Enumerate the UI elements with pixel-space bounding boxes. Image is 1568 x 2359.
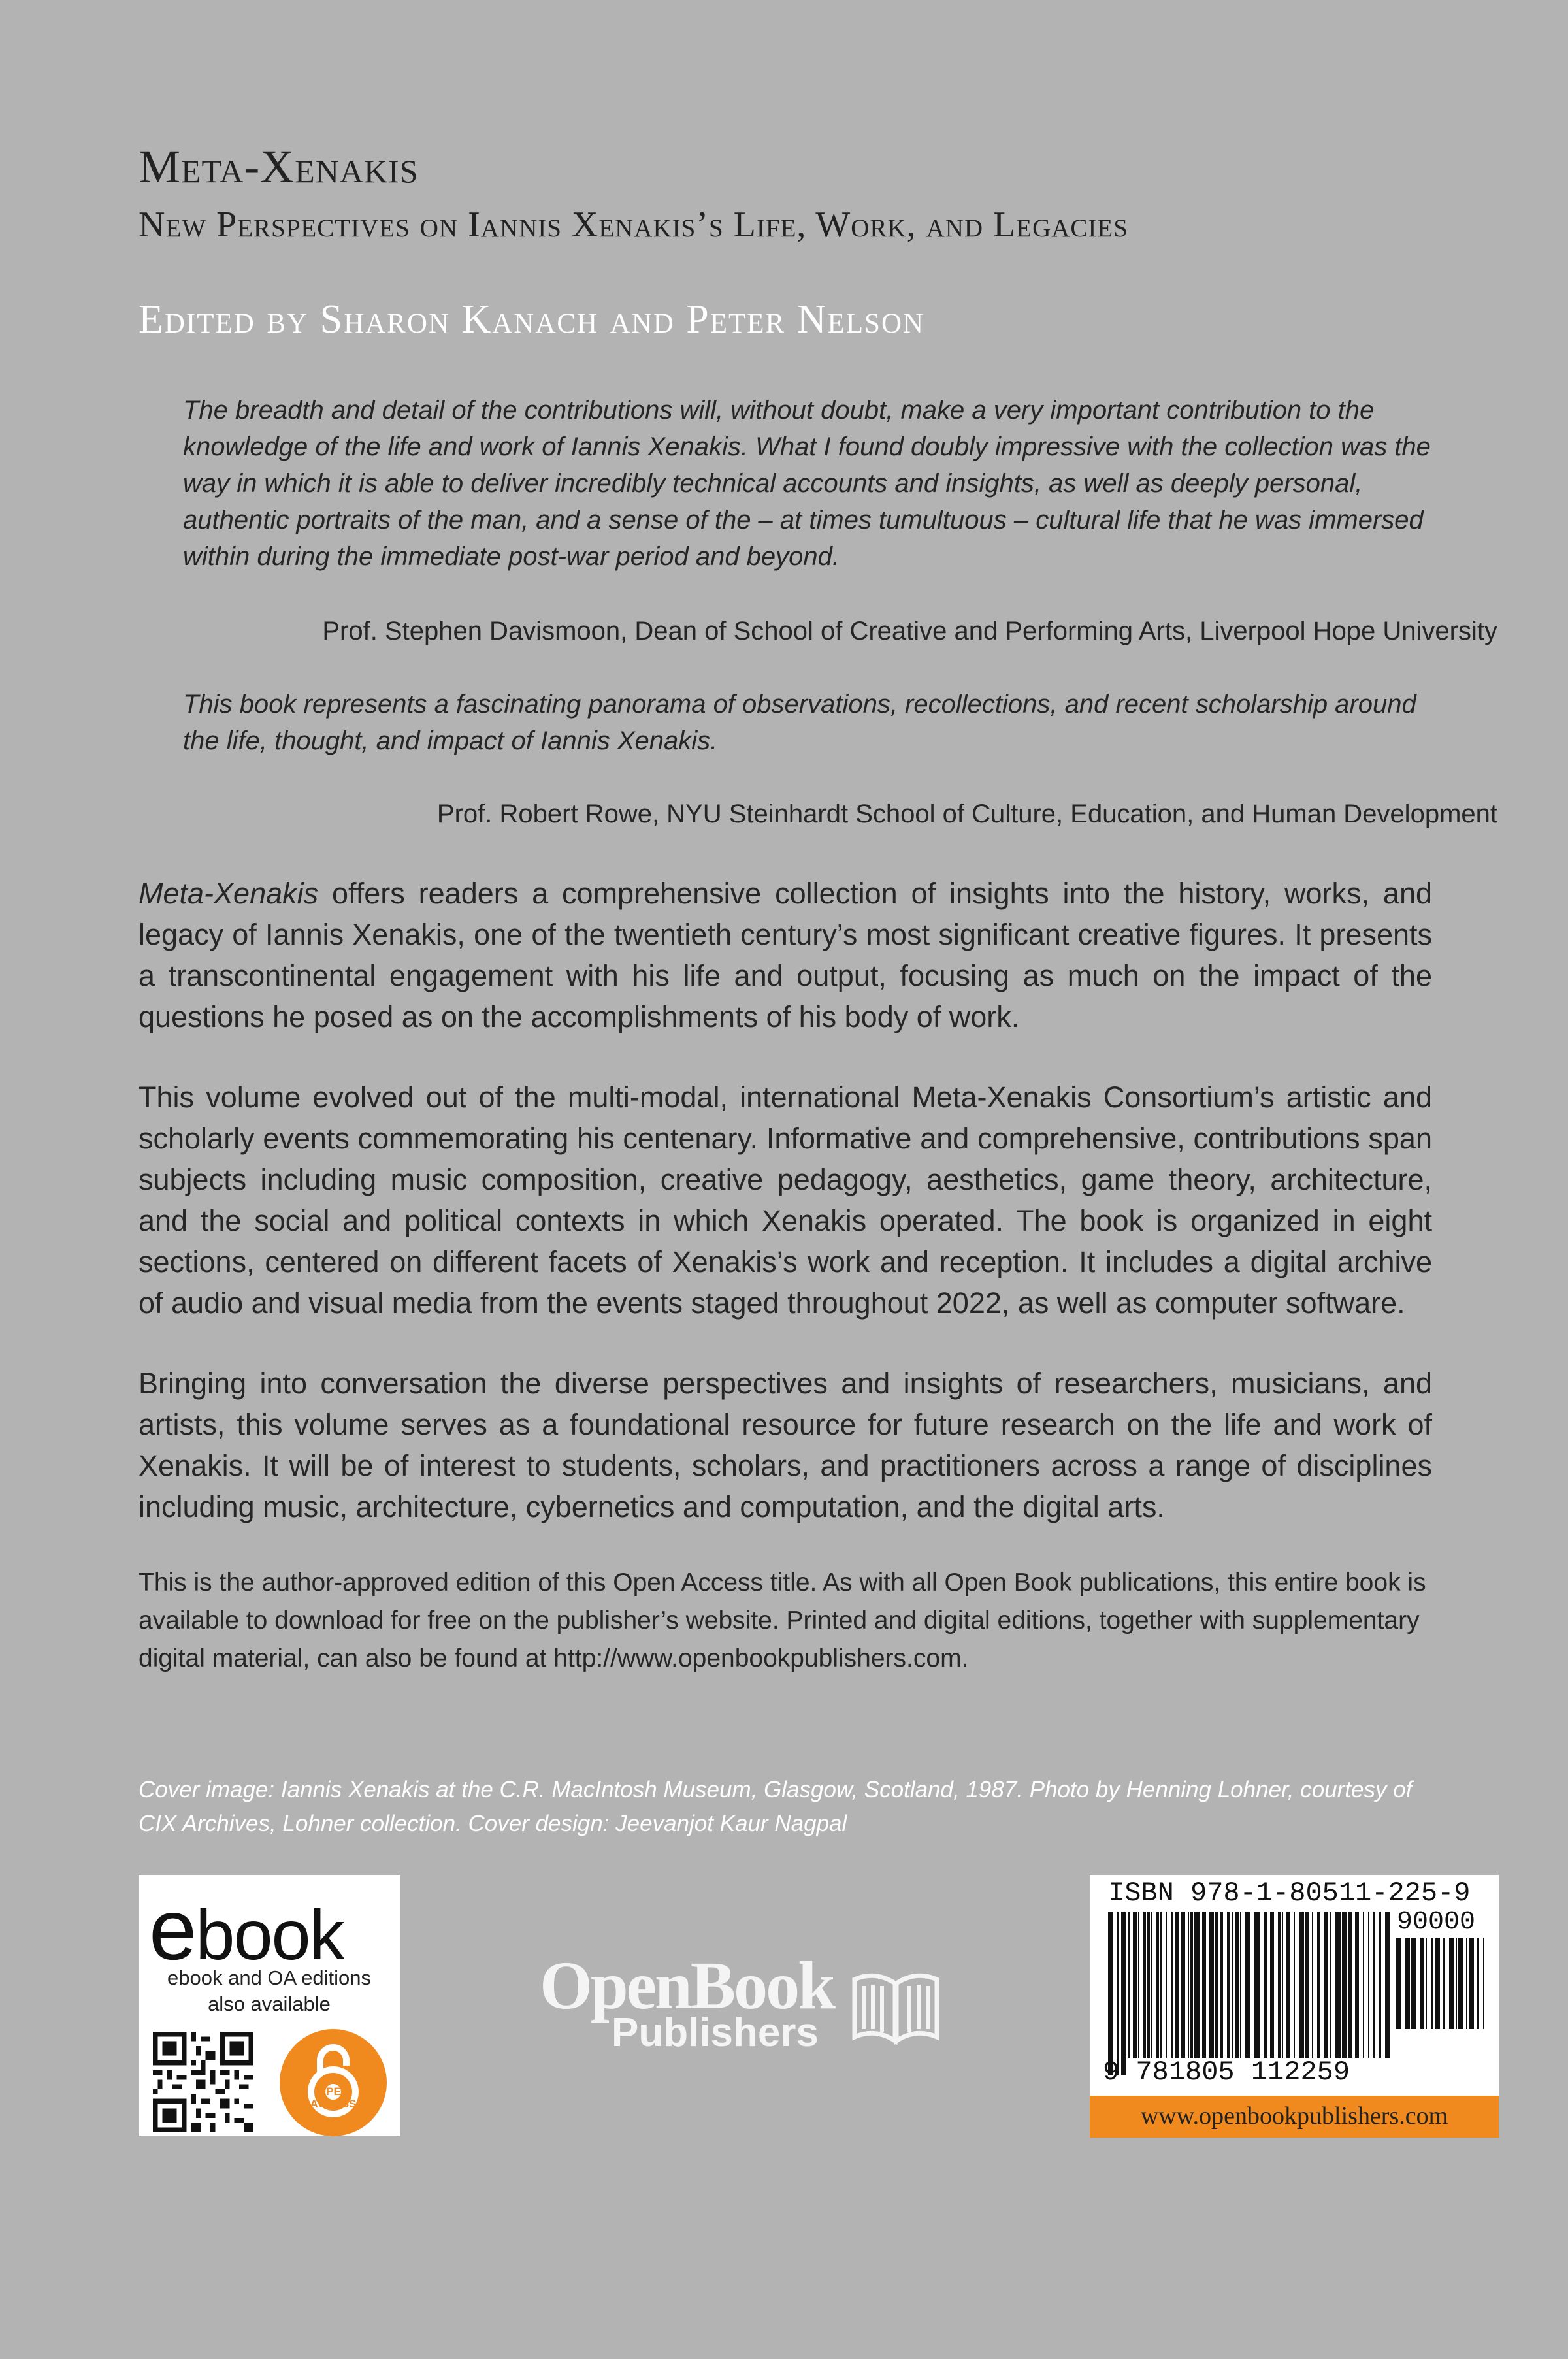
ebook-line-2: also available [208, 1993, 331, 2015]
book-subtitle: New Perspectives on Iannis Xenakis’s Life, Work, and Legacies [139, 204, 1128, 245]
description-paragraph-3: Bringing into conversation the diverse perspectives and insights of researchers, musicians, and artists, this volume serves as a foundational resource for future research on the life and work of Xenakis. It will be of interest to students, scholars, and practitioners across a range of disciplines including music, architecture, cybernetics and computation, and the digital arts. [139, 1367, 1432, 1523]
endorsement-attribution-1: Prof. Stephen Davismoon, Dean of School of Creative and Performing Arts, Liverpool Hope University [322, 617, 1497, 645]
barcode-addon-digits: 90000 [1397, 1908, 1476, 1937]
barcode-addon-icon [1396, 1938, 1488, 2046]
barcode-icon [1108, 1912, 1390, 2075]
endorsement-quote-1: The breadth and detail of the contributions will, without doubt, make a very important contribution to the knowledge of the life and work of Iannis Xenakis. What I found doubly impressive with the collection was the way in which it is able to deliver incredibly technical accounts and insights, as well as deeply personal, authentic portraits of the man, and a sense of the – at times tumultuous – cultural life that he was immersed within during the immediate post-war period and beyond. [183, 396, 1431, 571]
book-title: Meta-Xenakis [139, 140, 419, 193]
ebook-line-1: ebook and OA editions [167, 1966, 371, 1989]
ebook-badge[interactable] [139, 1875, 400, 2136]
isbn-text: ISBN 978-1-80511-225-9 [1108, 1878, 1471, 1909]
endorsement-quote-2: This book represents a fascinating panorama of observations, recollections, and recent scholarship around the life, thought, and impact of Iannis Xenakis. [183, 690, 1416, 755]
description-title-italic: Meta-Xenakis [139, 877, 319, 910]
qr-code-icon[interactable] [153, 2032, 253, 2132]
cover-credit: Cover image: Iannis Xenakis at the C.R. MacIntosh Museum, Glasgow, Scotland, 1987. Photo by Henning Lohner, courtesy of CIX Archives, Lohner collection. Cover design: Jeevanjot Kaur Nagpal [139, 1777, 1413, 1836]
description-paragraph-2: This volume evolved out of the multi-modal, international Meta-Xenakis Consortium’s artistic and scholarly events commemorating his centenary. Informative and comprehensive, contributions span subjects including music composition, creative pedagogy, aesthetics, game theory, architecture, and the social and political contexts in which Xenakis operated. The book is organized in eight sections, centered on different facets of Xenakis’s work and reception. It includes a digital archive of audio and visual media from the events staged throughout 2022, as well as computer software. [139, 1081, 1432, 1320]
isbn-barcode-box [1090, 1875, 1499, 2138]
publisher-logo [540, 1947, 932, 2064]
ebook-logo: ebook [149, 1881, 344, 1977]
publisher-sub: Publishers [612, 2010, 819, 2055]
publisher-name: OpenBook [540, 1948, 834, 2023]
endorsement-attribution-2: Prof. Robert Rowe, NYU Steinhardt School of Culture, Education, and Human Development [436, 800, 1497, 828]
description-paragraph-1-text: offers readers a comprehensive collection of insights into the history, works, and legacy of Iannis Xenakis, one of the twentieth century’s most significant creative figures. It presents a transcontinental engagement with his life and output, focusing as much on the impact of the questions he posed as on the accomplishments of his body of work. [139, 877, 1432, 1033]
barcode-digits: 9 781805 112259 [1103, 2057, 1350, 2088]
description-paragraph-1 [139, 873, 1432, 1037]
open-book-icon [847, 1953, 945, 2051]
oa-letter [280, 2071, 387, 2083]
open-access-note: This is the author-approved edition of this Open Access title. As with all Open Book publications, this entire book is available to download for free on the publisher’s website. Printed and digital editions, together with supplementary digital material, can also be found at http://www.openbookpublishers.com. [139, 1569, 1426, 1672]
book-editors: Edited by Sharon Kanach and Peter Nelson [139, 297, 925, 342]
open-access-icon [280, 2029, 387, 2136]
publisher-url: www.openbookpublishers.com [1090, 2096, 1499, 2138]
oa-text: OPEN ACCESS [310, 2085, 357, 2110]
